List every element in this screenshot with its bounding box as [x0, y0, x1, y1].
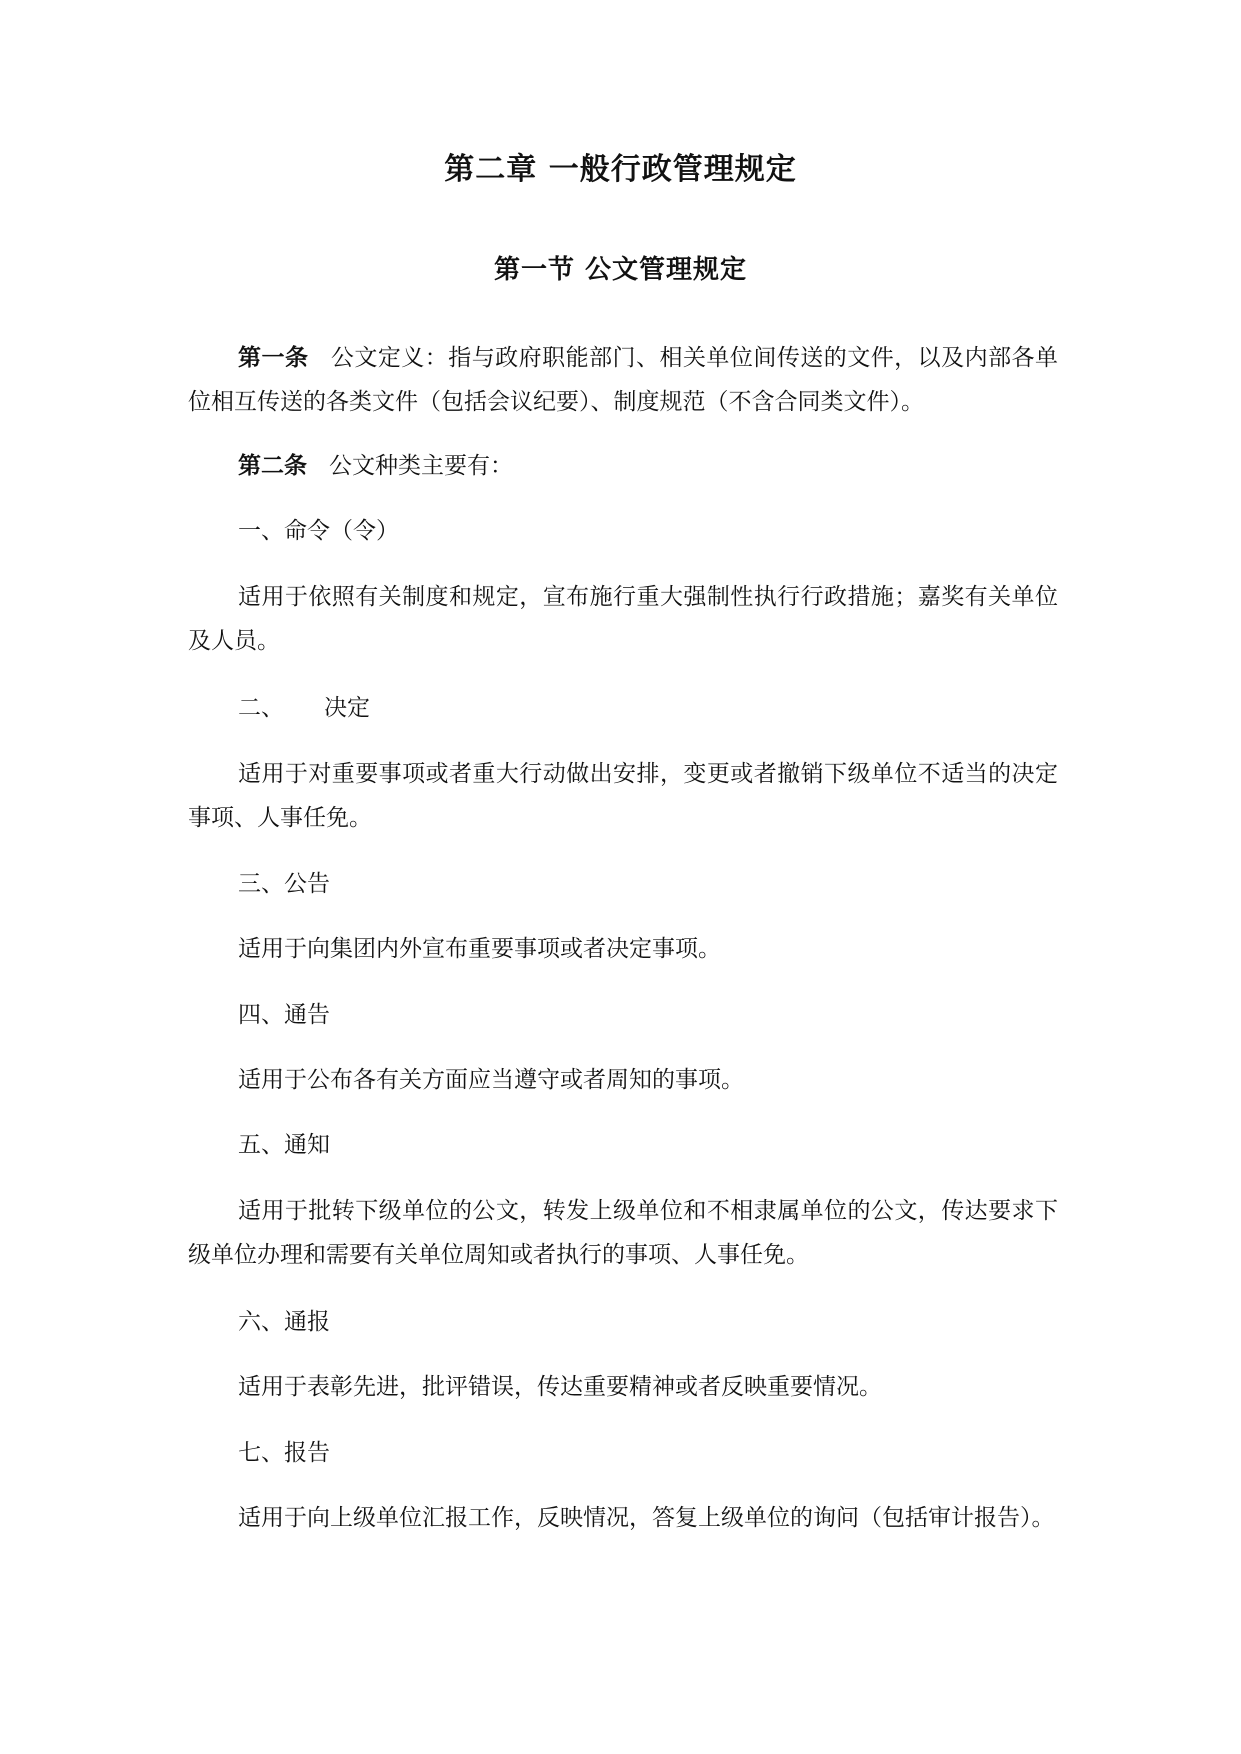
type-heading-4: 四、通告: [238, 1002, 330, 1028]
article-1: [188, 336, 1058, 424]
type-desc-7: 适用于向上级单位汇报工作，反映情况，答复上级单位的询问（包括审计报告）。: [238, 1505, 1055, 1531]
type-desc-6: 适用于表彰先进，批评错误，传达重要精神或者反映重要情况。: [238, 1374, 882, 1400]
type-desc-2: 适用于对重要事项或者重大行动做出安排，变更或者撤销下级单位不适当的决定事项、人事任免。: [188, 761, 1058, 831]
type-desc-5: 适用于批转下级单位的公文，转发上级单位和不相隶属单位的公文，传达要求下级单位办理和需要有关单位周知或者执行的事项、人事任免。: [188, 1198, 1058, 1268]
type-desc-4: 适用于公布各有关方面应当遵守或者周知的事项。: [238, 1067, 744, 1093]
section-title: 第一节 公文管理规定: [493, 255, 748, 285]
type-heading-1: 一、命令（令）: [238, 518, 399, 544]
article-2: [188, 444, 1058, 488]
type-heading-2: [188, 686, 1058, 730]
type-heading-2-word: 决定: [324, 695, 370, 721]
type-heading-6: 六、通报: [238, 1309, 330, 1335]
type-heading-2-number: 二、: [238, 695, 284, 721]
type-heading-3: 三、公告: [238, 871, 330, 897]
article-2-label: 第二条: [238, 452, 307, 479]
type-desc-1: 适用于依照有关制度和规定，宣布施行重大强制性执行行政措施；嘉奖有关单位及人员。: [188, 584, 1058, 654]
article-2-text: 公文种类主要有：: [329, 453, 513, 479]
type-desc-3: 适用于向集团内外宣布重要事项或者决定事项。: [238, 936, 721, 962]
article-1-text: 公文定义：指与政府职能部门、相关单位间传送的文件，以及内部各单位相互传送的各类文件（包括会议纪要）、制度规范（不含合同类文件）。: [188, 345, 1059, 415]
type-heading-7: 七、报告: [238, 1440, 330, 1466]
article-1-label: 第一条: [238, 344, 309, 371]
chapter-title: 第二章 一般行政管理规定: [444, 152, 797, 187]
type-heading-5: 五、通知: [238, 1132, 330, 1158]
